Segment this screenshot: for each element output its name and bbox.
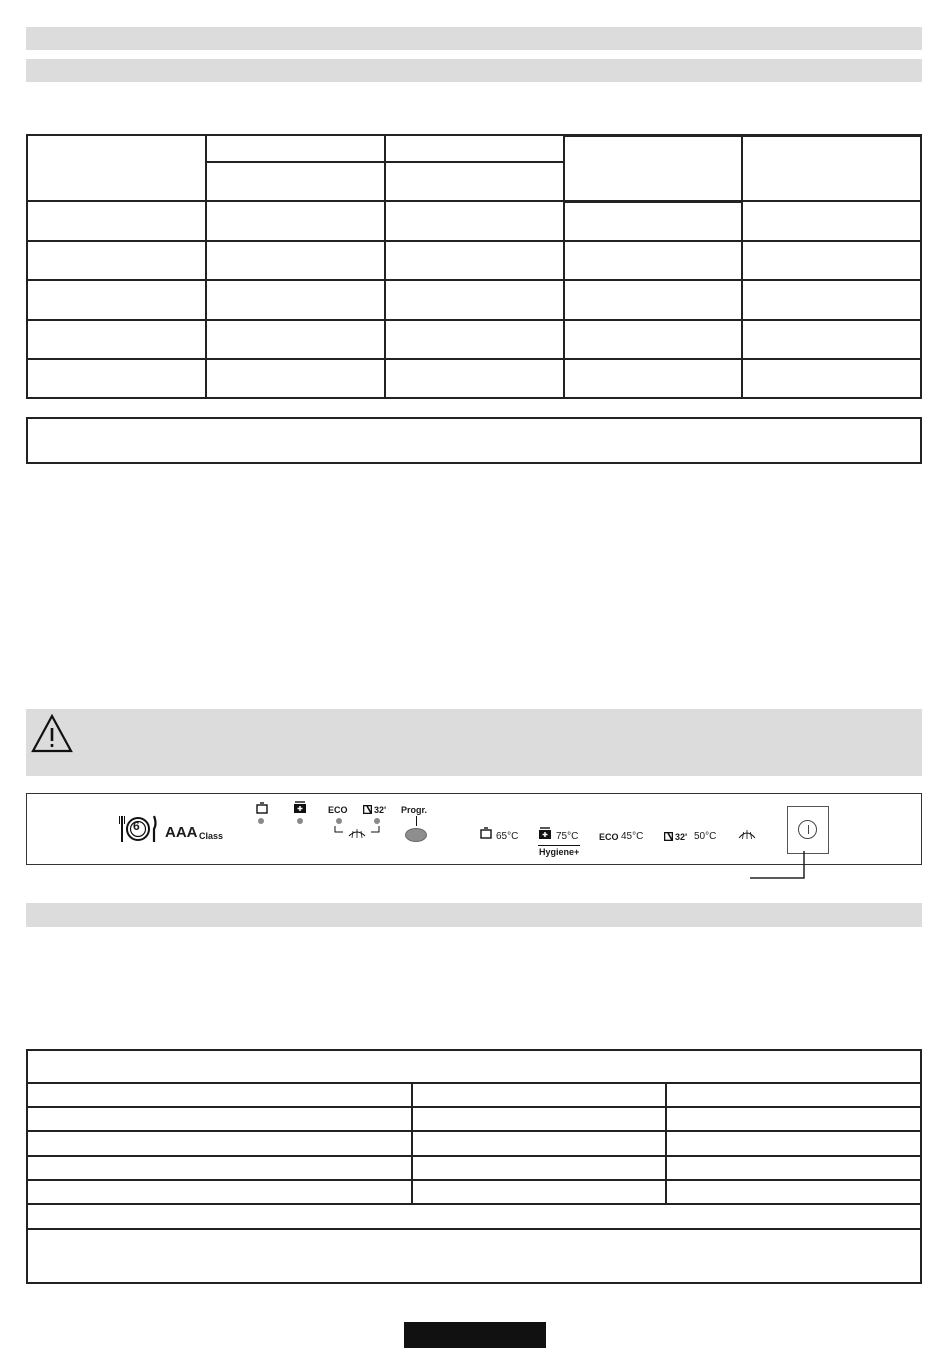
energy-class: AAA: [165, 824, 198, 841]
rapid-icon: [664, 832, 673, 841]
power-callout-line: [748, 851, 808, 881]
hygiene-icon: [293, 801, 307, 814]
program-temp: 50°C: [694, 831, 717, 842]
note-box: [26, 417, 922, 464]
program-table: [26, 1049, 922, 1284]
hygiene-caption: Hygiene+: [539, 847, 580, 857]
power-button[interactable]: [787, 806, 829, 854]
warning-band: [26, 709, 922, 776]
warning-icon: [30, 713, 74, 755]
half-load-bracket-icon: [333, 826, 381, 840]
rapid-label: 32': [374, 805, 387, 815]
rapid-led: [374, 818, 380, 824]
pot-icon: [479, 827, 493, 839]
eco-led: [336, 818, 342, 824]
eco-label: ECO: [328, 805, 348, 815]
pot-icon: [255, 802, 269, 814]
section-header-bar: [26, 903, 922, 927]
tableware-number: 6: [133, 819, 140, 833]
section-subheader-bar: [26, 59, 922, 82]
pot-led: [258, 818, 264, 824]
prewash-icon: [737, 828, 757, 840]
hygiene-led: [297, 818, 303, 824]
page-tab: [404, 1322, 546, 1348]
hygiene-icon: [538, 827, 552, 840]
program-temp: 65°C: [496, 831, 519, 842]
section-header-bar: [26, 27, 922, 50]
program-label: 32': [675, 832, 688, 842]
program-button[interactable]: [405, 828, 427, 842]
power-icon: [798, 820, 817, 839]
program-temp: 45°C: [621, 831, 644, 842]
specification-table: [26, 134, 922, 399]
energy-class-suffix: Class: [199, 831, 224, 841]
progr-label: Progr.: [401, 805, 428, 815]
program-label: ECO: [599, 832, 619, 842]
rapid-icon: [363, 805, 372, 814]
program-temp: 75°C: [556, 831, 579, 842]
